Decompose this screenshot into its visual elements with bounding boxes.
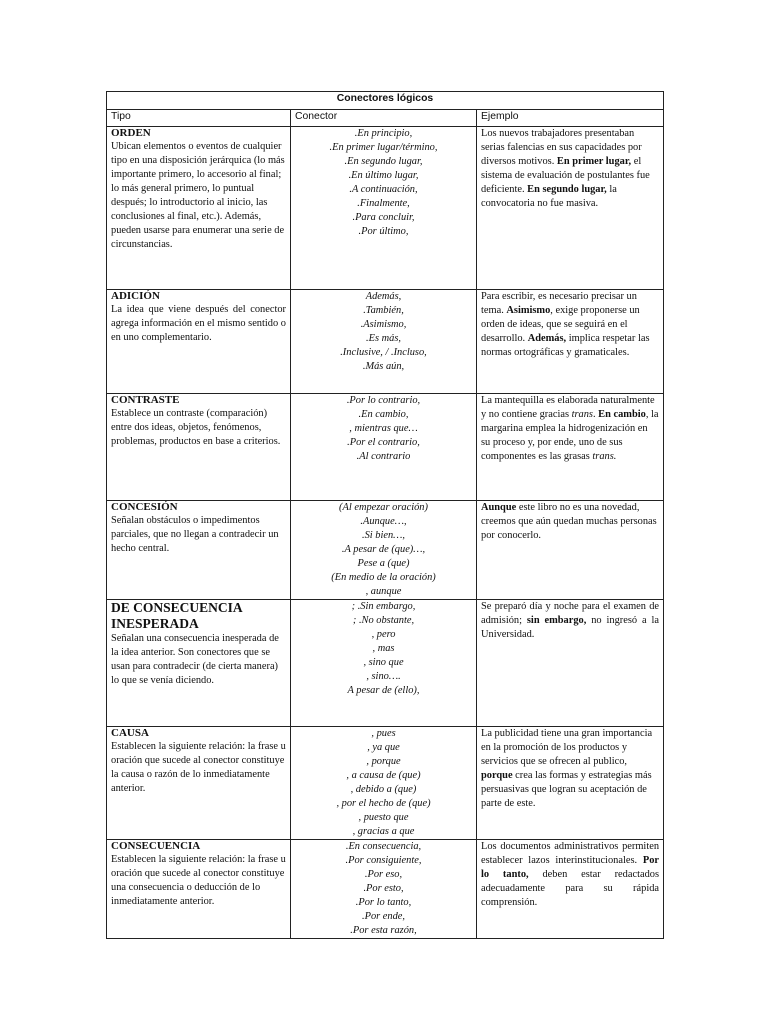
connector-item: .Por lo contrario, xyxy=(346,395,421,406)
connector-item: .Para concluir, xyxy=(352,212,415,223)
example-connector-highlight: sin embargo, xyxy=(526,615,587,626)
connector-item: , pues xyxy=(371,728,396,739)
connector-item: .Asimismo, xyxy=(360,319,407,330)
connector-item: , sino que xyxy=(363,657,404,668)
table-row xyxy=(107,127,664,290)
connector-item: .Por ende, xyxy=(362,911,405,922)
connectors-table xyxy=(106,91,664,939)
connector-item: .A continuación, xyxy=(349,184,418,195)
connector-item: .Por consiguiente, xyxy=(345,855,422,866)
connector-cell xyxy=(291,290,477,394)
example-text: , la margarina emplea la hidrogenización en su proceso y, por ende, uno de sus componentes es las grasas xyxy=(481,409,659,462)
example-text: el sistema de evaluación de postulantes fue deficiente. xyxy=(481,156,650,195)
example-text: La mantequilla es elaborada naturalmente y no contiene gracias xyxy=(481,395,655,420)
tipo-description: Señalan obstáculos o impedimentos parciales, que no llegan a contradecir un hecho central. xyxy=(111,515,279,554)
tipo-name: ORDEN xyxy=(111,127,151,139)
connector-item: .En último lugar, xyxy=(348,170,419,181)
example-cell xyxy=(477,840,664,939)
header-conector: Conector xyxy=(291,110,477,127)
example-text: La publicidad tiene una gran importancia en la promoción de los productos y servicios que se ofrecen al publico, xyxy=(481,728,653,767)
connector-item: , mientras que… xyxy=(349,423,418,434)
tipo-name: CONTRASTE xyxy=(111,394,180,406)
example-text: no ingresó a la Universidad. xyxy=(481,615,660,640)
connector-item: , a causa de (que) xyxy=(346,770,421,781)
table-row xyxy=(107,394,664,501)
connector-item: .Por último, xyxy=(358,226,409,237)
connector-item: A pesar de (ello), xyxy=(347,685,420,696)
tipo-cell xyxy=(107,127,291,290)
tipo-description: Establecen la siguiente relación: la frase u oración que sucede al conector constituye la causa o razón de lo inmediatamente anterior. xyxy=(111,741,286,794)
connector-item: .Inclusive, / .Incluso, xyxy=(340,347,427,358)
table-row xyxy=(107,600,664,727)
connector-item: .Por lo tanto, xyxy=(355,897,412,908)
header-tipo: Tipo xyxy=(107,110,291,127)
example-connector-highlight: Aunque xyxy=(481,502,517,513)
connector-item: .También, xyxy=(363,305,404,316)
example-text: Para escribir, es necesario precisar un tema. xyxy=(481,291,637,316)
table-row xyxy=(107,501,664,600)
connector-item: , gracias a que xyxy=(352,826,415,837)
example-cell xyxy=(477,727,664,840)
connector-cell xyxy=(291,600,477,727)
table-row xyxy=(107,727,664,840)
connector-item: (En medio de la oración) xyxy=(331,572,436,583)
connector-item: .En cambio, xyxy=(358,409,409,420)
connector-item: .Por esta razón, xyxy=(350,925,417,936)
tipo-name: CONSECUENCIA xyxy=(111,840,201,852)
tipo-cell xyxy=(107,600,291,727)
connector-item: .Finalmente, xyxy=(357,198,410,209)
connector-item: .Al contrario xyxy=(356,451,411,462)
connector-cell xyxy=(291,127,477,290)
table-title: Conectores lógicos xyxy=(107,92,664,110)
tipo-cell xyxy=(107,840,291,939)
example-text: la convocatoria no fue masiva. xyxy=(481,184,617,209)
connector-cell xyxy=(291,840,477,939)
tipo-description: Establece un contraste (comparación) entre dos ideas, objetos, fenómenos, problemas, productos en base a criterios. xyxy=(111,408,281,447)
connector-item: , por el hecho de (que) xyxy=(336,798,431,809)
tipo-name: CAUSA xyxy=(111,727,149,739)
tipo-cell xyxy=(107,727,291,840)
connector-item: .Aunque…, xyxy=(360,516,407,527)
connector-item: , debido a (que) xyxy=(350,784,417,795)
connector-item: , mas xyxy=(372,643,395,654)
connector-item: Pese a (que) xyxy=(357,558,410,569)
connector-cell xyxy=(291,394,477,501)
example-cell xyxy=(477,290,664,394)
example-connector-highlight: En segundo lugar, xyxy=(527,184,607,195)
tipo-name: DE CONSECUENCIA INESPERADA xyxy=(111,600,242,631)
connector-cell xyxy=(291,501,477,600)
connector-item: ; .No obstante, xyxy=(352,615,415,626)
connector-item: .En segundo lugar, xyxy=(344,156,423,167)
example-text: Se preparó día y noche para el examen de admisión; xyxy=(481,601,660,626)
example-cell xyxy=(477,501,664,600)
connector-item: .Por eso, xyxy=(364,869,403,880)
tipo-description: La idea que viene después del conector agrega información en el mismo sentido o en uno complementario. xyxy=(111,304,286,343)
header-ejemplo: Ejemplo xyxy=(477,110,664,127)
connector-item: .En principio, xyxy=(354,128,413,139)
connector-item: , ya que xyxy=(367,742,400,753)
example-cell xyxy=(477,127,664,290)
connector-item: , porque xyxy=(366,756,401,767)
example-text: este libro no es una novedad, creemos que aún quedan muchas personas por conocerlo. xyxy=(481,502,657,541)
example-cell xyxy=(477,600,664,727)
connector-item: ; .Sin embargo, xyxy=(351,601,416,612)
tipo-name: CONCESIÓN xyxy=(111,501,178,513)
tipo-description: Señalan una consecuencia inesperada de la idea anterior. Son conectores que se usan para contradecir (de cierta manera) lo que se venía diciendo. xyxy=(111,633,279,686)
connector-item: .Por el contrario, xyxy=(347,437,420,448)
tipo-cell xyxy=(107,394,291,501)
connector-item: , aunque xyxy=(365,586,402,597)
example-connector-highlight: Asimismo xyxy=(506,305,551,316)
example-text: Los documentos administrativos permiten establecer lazos interinstitucionales. xyxy=(481,841,660,866)
example-text: . xyxy=(592,409,599,420)
example-text: , exige proponerse un orden de ideas, que se seguirá en el desarrollo. xyxy=(481,305,640,344)
example-cell xyxy=(477,394,664,501)
tipo-description: Establecen la siguiente relación: la frase u oración que sucede al conector constituye una consecuencia o deducción de lo inmediatamente anterior. xyxy=(111,854,286,907)
connector-item: .Si bien…, xyxy=(361,530,405,541)
tipo-name: ADICIÓN xyxy=(111,290,160,302)
connector-item: .Por esto, xyxy=(363,883,404,894)
tipo-cell xyxy=(107,290,291,394)
connector-item: .Es más, xyxy=(366,333,401,344)
connector-item: .A pesar de (que)…, xyxy=(341,544,426,555)
example-connector-highlight: En cambio xyxy=(598,409,646,420)
tipo-cell xyxy=(107,501,291,600)
example-text: trans xyxy=(571,409,593,420)
example-connector-highlight: Por lo tanto, xyxy=(481,855,660,880)
example-text: trans. xyxy=(592,451,617,462)
example-text: implica respetar las normas ortográficas y gramaticales. xyxy=(481,333,650,358)
example-connector-highlight: porque xyxy=(481,770,513,781)
connector-item: (Al empezar oración) xyxy=(339,502,428,513)
example-text: crea las formas y estrategias más persuasivas que logran su aceptación de parte de este. xyxy=(481,770,652,809)
table-row xyxy=(107,290,664,394)
connector-item: , pero xyxy=(371,629,396,640)
example-text: Los nuevos trabajadores presentaban serias falencias en sus capacidades por diversos motivos. xyxy=(481,128,642,167)
connector-cell xyxy=(291,727,477,840)
table-row xyxy=(107,840,664,939)
connector-item: , puesto que xyxy=(358,812,409,823)
connector-item: .Más aún, xyxy=(362,361,405,372)
connector-item: Además, xyxy=(365,291,402,302)
tipo-description: Ubican elementos o eventos de cualquier tipo en una disposición jerárquica (lo más importante primero, lo accesorio al final; lo más general primero, lo puntual después; lo introductorio al inicio, las conclusiones al final, etc.). Además, pueden usarse para enumerar una serie de circunstancias. xyxy=(111,141,285,250)
example-connector-highlight: En primer lugar, xyxy=(556,156,632,167)
example-text: deben estar redactados adecuadamente para su rápida comprensión. xyxy=(481,869,660,908)
connector-item: .En consecuencia, xyxy=(345,841,422,852)
example-connector-highlight: Además, xyxy=(527,333,567,344)
connector-item: , sino…. xyxy=(366,671,401,682)
connector-item: .En primer lugar/término, xyxy=(329,142,438,153)
